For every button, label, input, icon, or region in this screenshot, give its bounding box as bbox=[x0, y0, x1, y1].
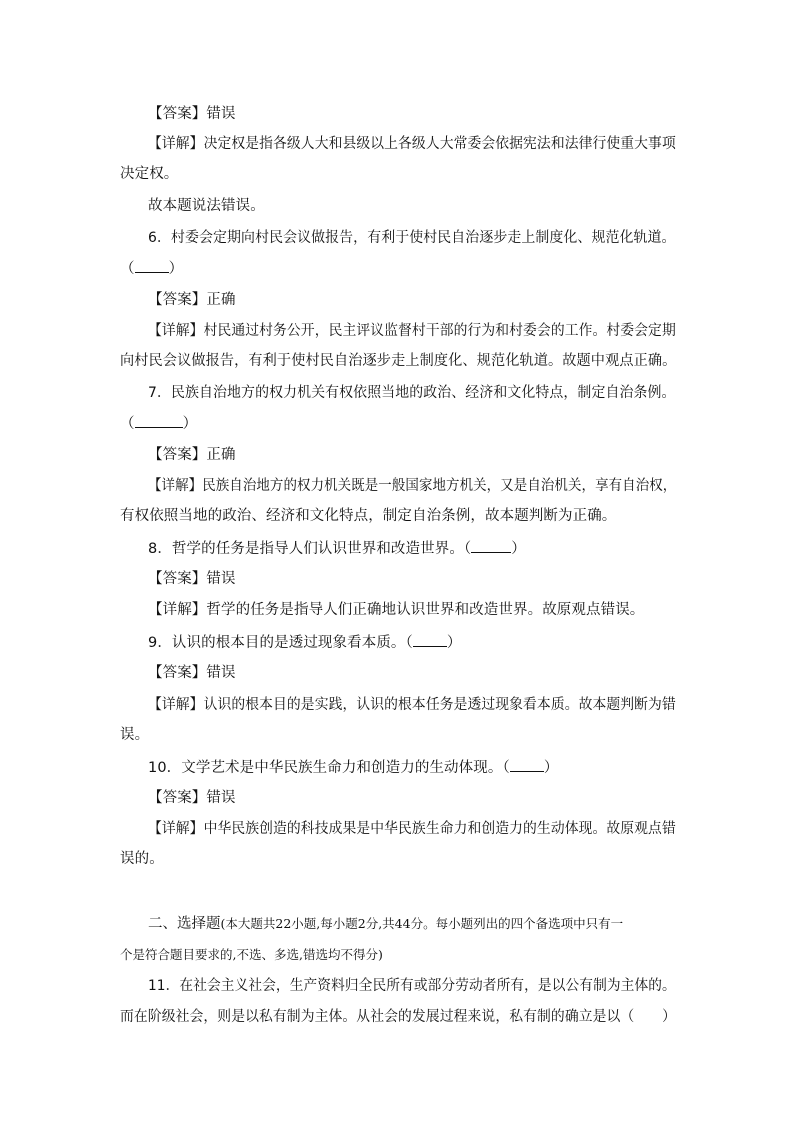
q6-answer-line bbox=[148, 290, 236, 310]
detail-text: 向村民会议做报告，有利于使村民自治逐步走上制度化、规范化轨道。故题中观点正确。 bbox=[120, 353, 677, 369]
section-note-line-2 bbox=[120, 945, 383, 965]
paren-open: （ bbox=[120, 416, 135, 432]
q11-stem bbox=[148, 976, 676, 996]
answer-value: 正确 bbox=[206, 292, 236, 308]
q7-detail-line-2 bbox=[120, 506, 616, 526]
answer-blank bbox=[135, 413, 183, 428]
answer-blank bbox=[510, 757, 544, 772]
q10-detail-line-2 bbox=[120, 849, 164, 869]
q10-detail-line bbox=[148, 819, 676, 839]
q6-detail-line bbox=[148, 321, 676, 341]
answer-blank bbox=[471, 538, 511, 553]
question-text: 6．村委会定期向村民会议做报告，有利于使村民自治逐步走上制度化、规范化轨道。 bbox=[148, 230, 676, 246]
q6-stem bbox=[148, 228, 676, 248]
detail-label: 【详解】 bbox=[148, 136, 204, 152]
detail-text: 误的。 bbox=[120, 851, 164, 867]
question-text: 10．文学艺术是中华民族生命力和创造力的生动体现。（ bbox=[148, 760, 510, 776]
detail-text: 村民通过村务公开，民主评议监督村干部的行为和村委会的工作。村委会定期 bbox=[203, 323, 676, 339]
answer-value: 错误 bbox=[206, 665, 236, 681]
answer-blank bbox=[413, 632, 447, 647]
answer-label: 【答案】 bbox=[148, 447, 207, 463]
answer-label: 【答案】 bbox=[148, 292, 207, 308]
paren-close: ） bbox=[446, 635, 462, 651]
q11-stem-line-2 bbox=[120, 1007, 676, 1027]
q8-stem bbox=[148, 538, 526, 559]
detail-label: 【详解】 bbox=[148, 821, 204, 837]
q8-detail-line bbox=[148, 600, 644, 620]
detail-text: 哲学的任务是指导人们正确地认识世界和改造世界。故原观点错误。 bbox=[206, 602, 645, 618]
detail-text: 民族自治地方的权力机关既是一般国家地方机关，又是自治机关，享有自治权， bbox=[202, 478, 677, 494]
section-note: (本大题共22小题,每小题2分,共44分。每小题列出的四个备选项中只有一 bbox=[220, 916, 624, 931]
answer-label: 【答案】 bbox=[148, 790, 207, 806]
q5-answer-line bbox=[148, 104, 236, 124]
question-text: 11．在社会主义社会，生产资料归全民所有或部分劳动者所有，是以公有制为主体的。 bbox=[148, 978, 676, 994]
detail-label: 【详解】 bbox=[148, 478, 203, 494]
detail-text: 认识的根本目的是实践，认识的根本任务是透过现象看本质。故本题判断为错 bbox=[203, 697, 676, 713]
detail-text: 有权依照当地的政治、经济和文化特点，制定自治条例，故本题判断为正确。 bbox=[120, 508, 617, 524]
paren-close: ） bbox=[543, 760, 559, 776]
detail-text: 中华民族创造的科技成果是中华民族生命力和创造力的生动体现。故原观点错 bbox=[203, 821, 676, 837]
answer-value: 错误 bbox=[206, 106, 236, 122]
section-title: 二、选择题 bbox=[148, 916, 221, 932]
question-text: 8．哲学的任务是指导人们认识世界和改造世界。（ bbox=[148, 541, 472, 557]
q7-answer-line bbox=[148, 445, 236, 465]
answer-value: 错误 bbox=[206, 571, 236, 587]
answer-value: 正确 bbox=[206, 447, 236, 463]
answer-label: 【答案】 bbox=[148, 571, 207, 587]
detail-text: 误。 bbox=[120, 727, 150, 743]
q5-conclusion bbox=[148, 196, 265, 216]
q5-detail-line bbox=[148, 134, 676, 154]
q7-detail-line bbox=[148, 476, 676, 496]
q10-stem bbox=[148, 757, 558, 778]
answer-blank bbox=[135, 258, 169, 273]
detail-text: 决定权是指各级人大和县级以上各级人大常委会依据宪法和法律行使重大事项 bbox=[203, 136, 676, 152]
paren-close: ） bbox=[168, 261, 184, 277]
q9-answer-line bbox=[148, 663, 236, 683]
q6-detail-line-2 bbox=[120, 351, 676, 371]
paren-close: ） bbox=[511, 541, 526, 557]
q9-stem bbox=[148, 632, 461, 653]
section-note: 个是符合题目要求的,不选、多选,错选均不得分) bbox=[120, 947, 383, 962]
conclusion-text: 故本题说法错误。 bbox=[148, 198, 265, 214]
q10-answer-line bbox=[148, 788, 236, 808]
q6-blank-line bbox=[120, 258, 183, 279]
section-heading bbox=[148, 914, 623, 934]
q9-detail-line-2 bbox=[120, 725, 149, 745]
q7-blank-line bbox=[120, 413, 197, 434]
detail-label: 【详解】 bbox=[148, 602, 207, 618]
paren-close: ） bbox=[182, 416, 198, 432]
q9-detail-line bbox=[148, 695, 676, 715]
detail-text: 决定权。 bbox=[120, 166, 179, 182]
q7-stem bbox=[148, 383, 676, 403]
detail-label: 【详解】 bbox=[148, 697, 204, 713]
question-text: 9．认识的根本目的是透过现象看本质。（ bbox=[148, 635, 413, 651]
paren-open: （ bbox=[120, 261, 135, 277]
q5-detail-line-2 bbox=[120, 164, 178, 184]
answer-label: 【答案】 bbox=[148, 665, 207, 681]
question-text: 7．民族自治地方的权力机关有权依照当地的政治、经济和文化特点，制定自治条例。 bbox=[148, 385, 676, 401]
detail-label: 【详解】 bbox=[148, 323, 204, 339]
answer-value: 错误 bbox=[206, 790, 236, 806]
q8-answer-line bbox=[148, 569, 236, 589]
answer-label: 【答案】 bbox=[148, 106, 207, 122]
question-text: 而在阶级社会，则是以私有制为主体。从社会的发展过程来说，私有制的确立是以（ ） bbox=[120, 1009, 677, 1025]
